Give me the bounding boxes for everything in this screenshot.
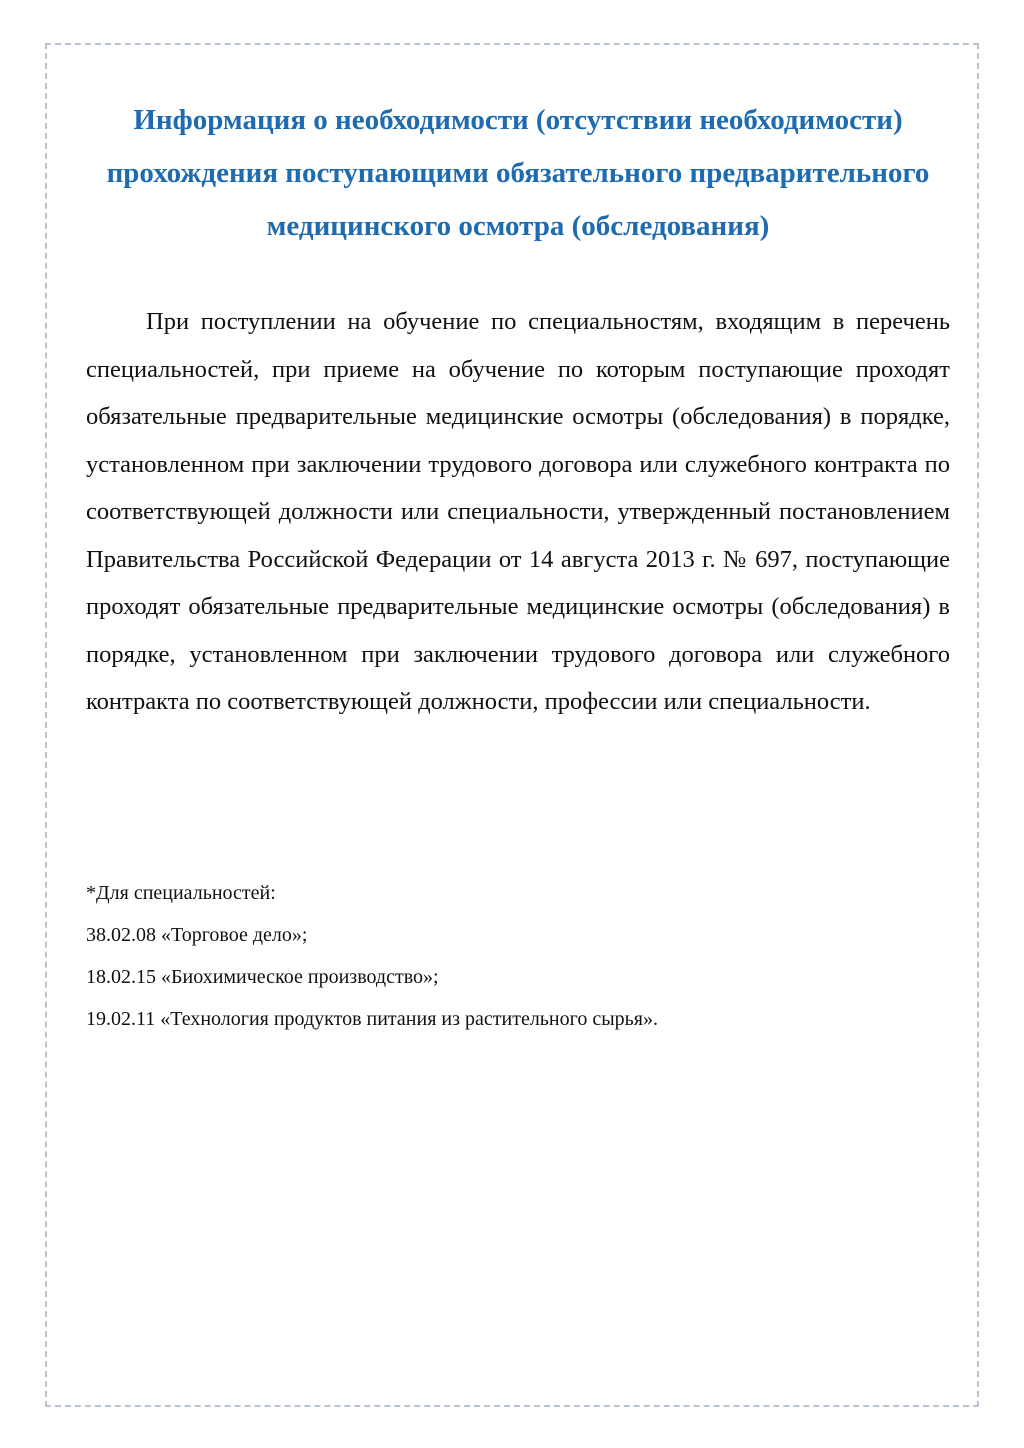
- specialties-list: [86, 872, 658, 1040]
- list-item: 19.02.11 «Технология продуктов питания из растительного сырья».: [86, 1008, 658, 1030]
- list-item: 38.02.08 «Торговое дело»;: [86, 924, 308, 946]
- document-title: Информация о необходимости (отсутствии необходимости) прохождения поступающими обязательного предварительного медицинского осмотра (обследования): [106, 104, 930, 242]
- list-item: 18.02.15 «Биохимическое производство»;: [86, 966, 439, 988]
- main-text: [86, 298, 950, 726]
- paragraph: При поступлении на обучение по специальностям, входящим в перечень специальностей, при приеме на обучение по которым поступающие проходят обязательные предварительные медицинские осмотры (обследования) в порядке, установленном при заключении трудового договора или служебного контракта по соответствующей должности или специальности, утвержденный постановлением Правительства Российской Федерации от 14 августа 2013 г. № 697, поступающие проходят обязательные предварительные медицинские осмотры (обследования) в порядке, установленном при заключении трудового договора или служебного контракта по соответствующей должности, профессии или специальности.: [86, 308, 950, 715]
- list-heading: *Для специальностей:: [86, 882, 276, 904]
